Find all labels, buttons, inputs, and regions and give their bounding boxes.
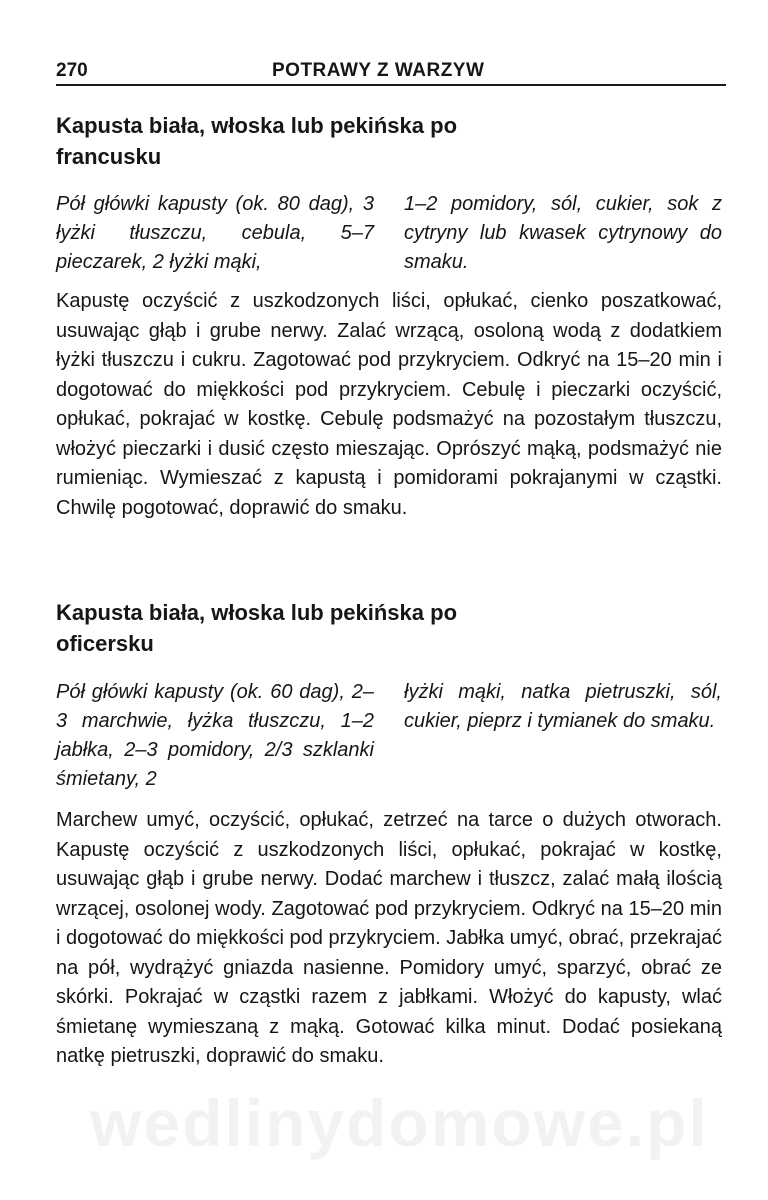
page-header [56, 58, 726, 86]
ingredients-2-left: Pół główki kapusty (ok. 60 dag), 2–3 marchwie, łyżka tłuszczu, 1–2 jabłka, 2–3 pomidory, 2/3 szklanki śmietany, 2 [56, 681, 374, 790]
running-title: POTRAWY Z WARZYW [272, 60, 485, 81]
ingredients-2-right: łyżki mąki, natka pietruszki, sól, cukier, pieprz i tymianek do smaku. [404, 681, 722, 732]
ingredients-1-right: 1–2 pomidory, sól, cukier, sok z cytryny lub kwasek cytrynowy do smaku. [404, 193, 722, 273]
recipe-title-1: Kapusta biała, włoska lub pekińska po francusku [56, 113, 458, 169]
watermark-text: wedlinydomowe.pl [90, 1086, 709, 1160]
page-number: 270 [56, 60, 88, 81]
ingredients-1-left: Pół główki kapusty (ok. 80 dag), 3 łyżki tłuszczu, cebula, 5–7 pieczarek, 2 łyżki mąki, [56, 193, 374, 273]
recipe-method-1: Kapustę oczyścić z uszkodzonych liści, opłukać, cienko poszatkować, usuwając głąb i grube nerwy. Zalać wrzącą, osoloną wodą z dodatkiem łyżki tłuszczu i cukru. Zagotować pod przykryciem. Odkryć na 15–20 min i dogotować do miękkości pod przykryciem. Cebulę i pieczarki oczyścić, opłukać, pokrajać w kostkę. Cebulę podsmażyć na pozostałym tłuszczu, włożyć pieczarki i dusić często mieszając. Oprószyć mąką, podsmażyć nie rumieniąc. Wymieszać z kapustą i pomidorami pokrajanymi w cząstki. Chwilę pogotować, doprawić do smaku. [56, 290, 722, 519]
recipe-title-2: Kapusta biała, włoska lub pekińska po oficersku [56, 600, 458, 656]
recipe-method-2: Marchew umyć, oczyścić, opłukać, zetrzeć na tarce o dużych otworach. Kapustę oczyścić z uszkodzonych liści, opłukać, pokrajać w kostkę, usuwając głąb i grube nerwy. Dodać marchew i tłuszcz, zalać małą ilością wrzącej, osolonej wody. Zagotować pod przykryciem. Odkryć na 15–20 min i dogotować do miękkości pod przykryciem. Jabłka umyć, obrać, przekrajać na pół, wydrążyć gniazda nasienne. Pomidory umyć, sparzyć, obrać ze skórki. Pokrajać w cząstki razem z jabłkami. Włożyć do kapusty, wlać śmietanę wymieszaną z mąką. Gotować kilka minut. Dodać posiekaną natkę pietruszki, doprawić do smaku. [56, 809, 722, 1067]
